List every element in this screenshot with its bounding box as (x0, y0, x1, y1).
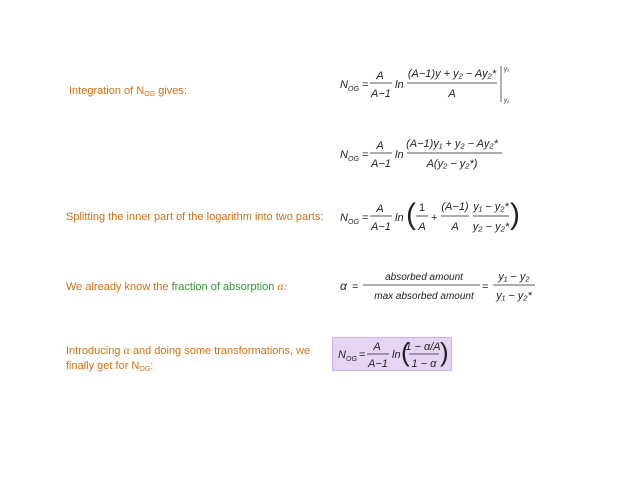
eq4-rhs-den: y₁ − y₂* (496, 290, 532, 302)
eq5-left-paren: ( (401, 337, 410, 367)
eq2-ln: ln (395, 149, 404, 161)
equation-split (340, 196, 520, 242)
eq2-log-num: (A−1)y₁ + y₂ − Ay₂* (406, 138, 498, 150)
eq2-frac-den: A−1 (371, 158, 391, 170)
eq3-lhs: N (340, 212, 348, 224)
integration-text (69, 84, 187, 102)
eq1-equals: = (362, 79, 369, 91)
eq3-left-paren: ( (406, 198, 416, 231)
introducing-text-part1: Introducing (66, 345, 124, 357)
eq3-plus: + (431, 212, 438, 224)
eq1-limit-upper: y₁ (504, 67, 509, 73)
fraction-absorption-term: fraction of absorption (171, 281, 275, 293)
equation-final-result (332, 337, 452, 371)
fraction-text (66, 279, 288, 295)
fraction-text-part2: α: (274, 279, 288, 293)
equation-integration (340, 62, 520, 104)
eq4-equals: = (352, 281, 359, 293)
eq1-lhs: N (340, 79, 348, 91)
introducing-text-part2: and doing some transformations, we finally get for N (66, 345, 311, 372)
fraction-text-part1: We already know the (66, 281, 172, 293)
eq4-den: max absorbed amount (374, 291, 474, 302)
eq3-t2-den: A (451, 221, 459, 233)
eq3-right-paren: ) (510, 198, 520, 231)
equation-alpha-definition (336, 268, 536, 304)
eq1-ln: ln (395, 79, 404, 91)
splitting-text (66, 210, 323, 225)
eq4-equals-2: = (482, 281, 489, 293)
integration-text-part1: Integration of N (69, 85, 145, 97)
eq2-frac-num: A (376, 140, 384, 152)
eq3-t1-num: 1 (418, 202, 426, 214)
eq5-frac-num: A (373, 341, 381, 353)
eq2-equals: = (362, 149, 369, 161)
eq1-log-num: (A−1)y + y₂ − Ay₂* (407, 68, 497, 80)
eq4-num: absorbed amount (385, 272, 463, 283)
eq3-t3-num: y₁ − y₂* (473, 201, 509, 213)
eq2-lhs: N (340, 149, 348, 161)
eq5-equals: = (359, 349, 366, 361)
eq3-frac-den: A−1 (371, 221, 391, 233)
eq3-lhs-sub: OG (348, 219, 359, 226)
integration-text-sub: OG (144, 91, 156, 98)
eq3-ln: ln (395, 212, 404, 224)
eq1-log-den: A (448, 88, 456, 100)
eq5-right-paren: ) (440, 337, 449, 367)
eq3-equals: = (362, 212, 369, 224)
eq2-lhs-sub: OG (348, 156, 359, 163)
eq5-lhs-sub: OG (346, 356, 357, 363)
eq3-t1-den: A (418, 221, 426, 233)
introducing-text-sub: OG (139, 366, 151, 373)
equation-integrated-limits (340, 134, 520, 178)
eq5-frac-den: A−1 (368, 358, 388, 370)
introducing-alpha: α (123, 343, 130, 357)
eq4-rhs-num: y₁ − y₂ (498, 271, 530, 283)
eq1-lhs-sub: OG (348, 86, 359, 93)
integration-text-part2: gives: (155, 85, 187, 97)
eq5-log-num: 1 − α/A (405, 341, 441, 353)
introducing-text-part3: : (150, 360, 154, 372)
splitting-text-content: Splitting the inner part of the logarithm into two parts: (66, 211, 324, 223)
eq1-frac-num: A (376, 70, 384, 82)
introducing-text (66, 343, 326, 377)
eq3-t2-num: (A−1) (441, 201, 469, 213)
eq5-lhs: N (338, 349, 346, 361)
eq4-lhs: α (340, 279, 347, 293)
eq3-t3-den: y₂ − y₂* (472, 221, 510, 233)
eq1-limit-lower: y₂ (504, 98, 510, 104)
eq5-ln: ln (392, 349, 401, 361)
eq5-log-den: 1 − α (411, 358, 437, 370)
eq1-frac-den: A−1 (371, 88, 391, 100)
eq3-frac-num: A (376, 203, 384, 215)
eq2-log-den: A(y₂ − y₂*) (426, 158, 478, 170)
